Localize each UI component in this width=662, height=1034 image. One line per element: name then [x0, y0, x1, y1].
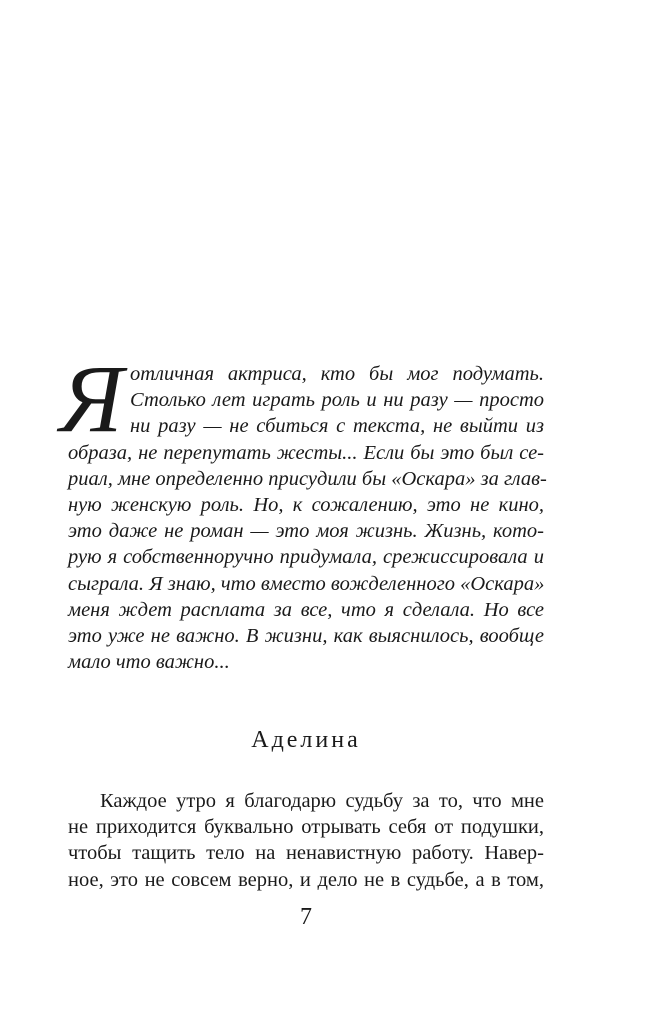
- body-paragraph: [68, 788, 544, 893]
- prologue-line: рую я собственноручно придумала, срежиссировала и: [68, 546, 544, 569]
- body-line: ное, это не совсем верно, и дело не в судьбе, а в том,: [68, 868, 544, 891]
- drop-cap-letter: Я: [60, 345, 124, 452]
- prologue-line: это уже не важно. В жизни, как выяснилось, вообще: [68, 625, 544, 648]
- chapter-title: Аделина: [251, 727, 361, 753]
- prologue-line: отличная актриса, кто бы мог подумать.: [130, 363, 544, 385]
- prologue-line: ни разу — не сбиться с текста, не выйти из: [130, 415, 544, 438]
- prologue-line: ную женскую роль. Но, к сожалению, это не кино,: [68, 494, 544, 517]
- body-line: не приходится буквально отрывать себя от подушки,: [68, 816, 544, 839]
- prologue-line: риал, мне определенно присудили бы «Оскара» за глав-: [68, 467, 547, 490]
- prologue-line: Столько лет играть роль и ни разу — просто: [130, 389, 544, 412]
- prologue-line: это даже не роман — это моя жизнь. Жизнь, кото-: [68, 520, 544, 543]
- prologue-line: образа, не перепутать жесты... Если бы это был се-: [68, 441, 544, 464]
- book-page: [60, 0, 547, 1034]
- prologue-paragraph: [68, 361, 547, 675]
- body-line: Каждое утро я благодарю судьбу за то, что мне: [100, 790, 544, 812]
- body-line: чтобы тащить тело на ненавистную работу. Навер-: [68, 842, 544, 865]
- prologue-line: меня ждет расплата за все, что я сделала. Но все: [68, 598, 544, 621]
- prologue-line: сыграла. Я знаю, что вместо вожделенного «Оскара»: [68, 572, 545, 595]
- page-number: 7: [300, 904, 312, 930]
- prologue-line: мало что важно...: [68, 651, 230, 674]
